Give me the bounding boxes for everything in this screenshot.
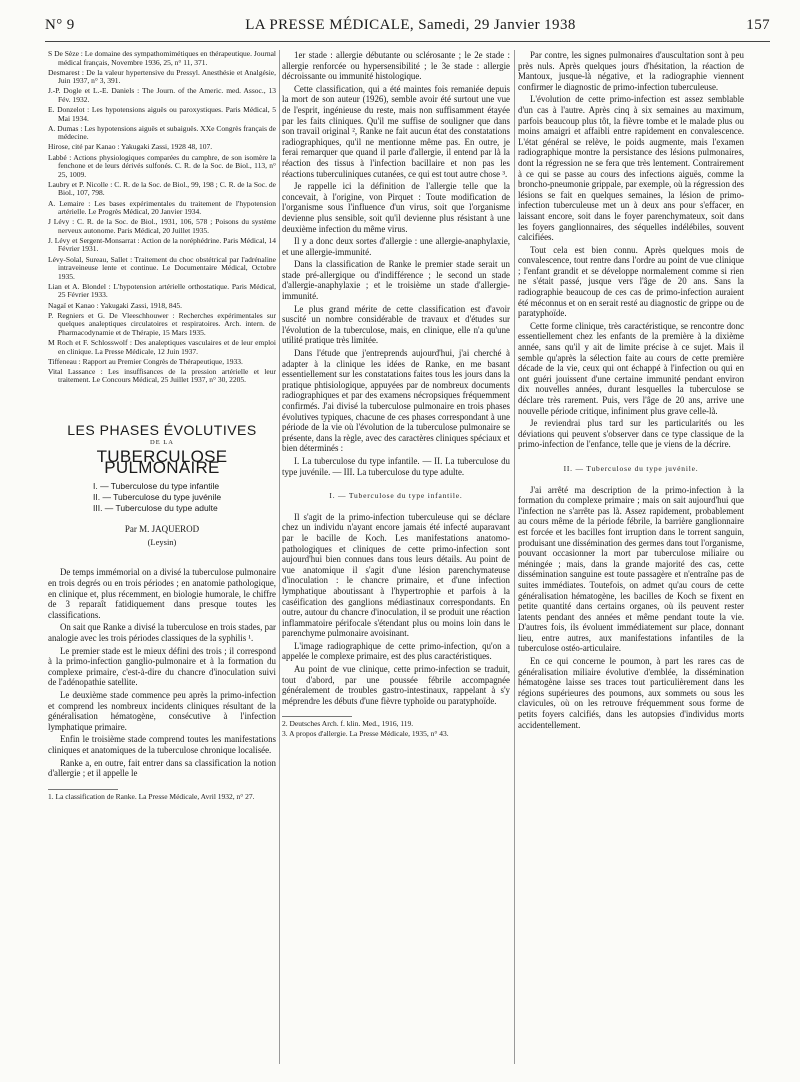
article-title-line1: LES PHASES ÉVOLUTIVES [67,421,257,438]
column-2-body [282,50,510,477]
footnotes [282,720,510,738]
column-1-body [48,567,276,778]
paragraph: Le deuxième stade commence peu après la primo-infection et comprend les nombreux incidents cliniques résultant de la généralisation hématogène, consécutive à l'infection lymphatique primaire. [48,689,276,732]
header-rule [45,41,770,42]
paragraph: I. La tuberculose du type infantile. — II. La tuberculose du type juvénile. — III. La tuberculose du type adulte. [282,455,510,477]
reference-entry: Tiffeneau : Rapport au Premier Congrès de Thérapeutique, 1933. [48,356,243,366]
paragraph: 1er stade : allergie débutante ou sclérosante ; le 2e stade : allergie renforcée ou hypersensibilité ; le 3e stade : allergie décroissante ou immunité histologique. [282,50,510,82]
page-number: 157 [746,17,770,33]
reference-entry: J.-P. Dogle et L.-E. Daniels : The Journ. of the Americ. med. Assoc., 13 Fév. 1932. [48,86,276,104]
reference-entry: A. Dumas : Les hypotensions aiguës et subaiguës. XXe Congrès français de médecine. [48,123,276,142]
footnote-rule [282,716,352,717]
footnote-rule [48,789,118,790]
paragraph: Ranke a, en outre, fait entrer dans sa classification la notion d'allergie ; et il appelle le [48,757,276,779]
reference-entry: Laubry et P. Nicolle : C. R. de la Soc. de Biol., 99, 198 ; C. R. de la Soc. de Biol., 107, 798. [48,179,276,198]
reference-entry: Lian et A. Blondel : L'hypotension artérielle orthostatique. Paris Médical, 25 Février 1933. [48,281,276,300]
section-heading: II. — Tuberculose du type juvénile. [563,463,699,473]
reference-entry: Nagaï et Kanao : Yakugaki Zassi, 1918, 845. [48,300,182,310]
journal-and-date [245,17,576,34]
reference-entry: S De Sèze : Le domaine des sympathomimétiques en thérapeutique. Journal médical français, Novembre 1936, 25, n° 11, 371. [48,49,276,67]
article-title-connector: DE LA [150,439,174,447]
paragraph: Cette forme clinique, très caractéristique, se rencontre donc essentiellement chez les enfants de la première à la dixième année, sans qu'il y ait de limite précise à ce sujet. Mais il semble qu'après la sélection faite au cours de cette première décade de la vie, ceux qui ont échappé à l'infection ou qui en ont guéri jouissent d'une certaine immunité pendant environ dix nouvelles années, durant lesquelles la tuberculose se déclare très rarement. Puis, vers l'âge de 20 ans, arrive une nouvelle période critique, infiniment plus grave celle-là. [518,320,744,416]
article-title-line2: TUBERCULOSE PULMONAIRE [96,447,228,477]
article-parts [93,481,276,514]
footnote: 2. Deutsches Arch. f. klin. Med., 1916, 119. [282,719,414,729]
reference-entry: P. Regniers et G. De Vleeschhouwer : Recherches expérimentales sur quelques analeptiques circulatoires et respiratoires. Arch. intern. de Pharmacodynamie et de Thérapie, 15 Mars 1935. [48,310,276,337]
byline: Par M. JAQUEROD [124,524,200,535]
paragraph: L'image radiographique de cette primo-infection, qu'on a appelée le complexe primaire, est des plus caractéristiques. [282,640,510,662]
paragraph: Tout cela est bien connu. Après quelques mois de convalescence, tout rentre dans l'ordre au point de vue clinique ; l'enfant grandit et se développe normalement comme si rien ne s'était passé, jusque vers l'âge de 20 ans. Sans la radiographie beaucoup de ces cas de primo-infection auraient été méconnus et on en serait resté au diagnostic de grippe ou de paratyphoïde. [518,244,744,319]
reference-entry: J Lévy : C. R. de la Soc. de Biol., 1931, 106, 578 ; Poisons du système nerveux autonome. Paris Médical, 20 Juillet 1935. [48,217,276,235]
reference-entry: Vital Lassance : Les insuffisances de la pression artérielle et leur traitement. Le Concours Médical, 25 Juillet 1937, n° 30, 2205. [48,366,276,385]
paragraph: J'ai arrêté ma description de la primo-infection à la formation du complexe primaire ; mais on sait aujourd'hui que l'infection ne s'arrête pas là. Assez rapidement, probablement au cours même de la période fébrile, la barrière ganglionnaire est forcée et les bacilles font irruption dans le torrent sanguin, produisant une dissémination des germes dans tout l'organisme, pouvant occasionner la mort par tuberculose miliaire ou méningée ; mais, dans la grande majorité des cas, cette dissémination sanguine est toute passagère et n'entraîne pas de suites immédiates. Toutefois, on admet qu'au cours de cette généralisation hématogène, les bacilles de Koch se fixent en petite quantité dans certains organes, où ils peuvent rester latents pendant des années et même pendant toute la vie. D'autres fois, ils évoluent immédiatement sur place, donnant lieu, entre autres, aux manifestations infantiles de la tuberculose ostéo-articulaire. [518,484,744,654]
paragraph: Au point de vue clinique, cette primo-infection se traduit, tout d'abord, par une poussée fébrile accompagnée généralement de troubles gastro-intestinaux, rappelant à s'y méprendre les débuts d'une fièvre typhoïde ou paratyphoïde. [282,664,510,706]
reference-entry: Hirose, cité par Kanao : Yakugaki Zassi, 1928 48, 107. [48,142,213,152]
column-divider [279,50,280,1064]
page-header [45,17,770,39]
bibliography [48,50,276,385]
paragraph: De temps immémorial on a divisé la tuberculose pulmonaire en trois degrés ou en trois périodes ; en anatomie pathologique, en clinique et, plus récemment, en biologie humorale, le chiffre de 3 reparaît fatidiquement dans presque toutes les classifications. [48,567,276,620]
paragraph: Le plus grand mérite de cette classification est d'avoir suscité un nombre considérable de travaux et d'études sur l'évolution de la tuberculose, mais, en clinique, elle n'a qu'une utilité pratique très limitée. [282,303,510,346]
paragraph: Il y a donc deux sortes d'allergie : une allergie-anaphylaxie, et une allergie-immunité. [282,236,510,257]
column-3-section-body [518,485,744,731]
article-heading [48,421,276,548]
article-part: II. — Tuberculose du type juvénile [93,492,222,503]
paragraph: Par contre, les signes pulmonaires d'auscultation sont à peu près nuls. Après quelques jours d'hésitation, la réaction de Mantoux, jusque-là négative, et la radiographie viennent confirmer le diagnostic de primo-infection tuberculeuse. [518,50,744,92]
section-heading: I. — Tuberculose du type infantile. [329,491,463,501]
paragraph: Dans la classification de Ranke le premier stade serait un stade pré-allergique ou d'indifférence ; le second un stade d'allergie-anaphylaxie ; et le troisième un stade d'allergie-immunité. [282,259,510,302]
issue-date: Samedi, 29 Janvier 1938 [418,17,576,33]
paragraph: Il s'agit de la primo-infection tuberculeuse qui se déclare chez un individu n'ayant encore jamais été infecté auparavant par le bacille de Koch. Les manifestations anatomo-pathologiques et cliniques de cette primo-infection sont aujourd'hui bien connues dans tous leurs détails. Au point de vue anatomique il s'agit d'une lésion parenchymateuse d'inoculation : le chancre primaire, et d'une infection lymphatique aboutissant à l'hypertrophie et parfois à la caséification des ganglions médiastinaux correspondants. En outre, autour du chancre d'inoculation, il se produit une réaction inflammatoire périfocale s'étendant plus ou moins loin dans le parenchyme pulmonaire avoisinant. [282,511,510,639]
reference-entry: E. Donzelot : Les hypotensions aiguës ou paroxystiques. Paris Médical, 5 Mai 1934. [48,105,276,123]
column-3 [518,50,744,732]
article-part: III. — Tuberculose du type adulte [93,503,218,514]
article-part: I. — Tuberculose du type infantile [93,481,220,492]
paragraph: On sait que Ranke a divisé la tuberculose en trois stades, par analogie avec les trois périodes classiques de la syphilis ¹. [48,622,276,643]
column-2-section-body [282,512,510,707]
paragraph: Cette classification, qui a été maintes fois remaniée depuis la mort de son auteur (1926), semble avoir été surtout une vue de l'esprit, ingénieuse du reste, mais non suffisamment étayée par les faits cliniques. Qu'il me suffise de souligner que dans son travail original ², Ranke ne fait aucun état des constatations radiographiques, qu'il ne mentionne même pas. En outre, je ferai remarquer que quand il parle d'allergie, il entend par là la réaction des tissus à l'infection bacillaire et non pas les réactions tuberculiniques cutanées, ce qui est tout autre chose ³. [282,83,510,179]
reference-entry: M Roch et F. Schlosswolf : Des analeptiques vasculaires et de leur emploi en clinique. La Presse Médicale, 12 Juin 1937. [48,337,276,356]
reference-entry: Lévy-Solal, Sureau, Sallet : Traitement du choc obstétrical par l'adrénaline intraveineuse lente et continue. Le Documentaire Médical, Octobre 1935. [48,254,276,281]
column-2 [282,50,510,740]
paragraph: En ce qui concerne le poumon, à part les rares cas de généralisation miliaire évolutive d'emblée, la dissémination hématogène laisse ses traces tout particulièrement dans les régions supérieures des poumons, aux sommets ou sous les clavicules, où on les retrouve fréquemment sous forme de petits foyers calcifiés, dans les autopsies d'individus morts accidentellement. [518,656,744,730]
reference-entry: Labbé : Actions physiologiques comparées du camphre, de son isomère la fenchone et de leurs dérivés sulfonés. C. R. de la Soc. de Biol., 113, n° 25, 1009. [48,152,276,179]
reference-entry: J. Lévy et Sergent-Monsarrat : Action de la noréphédrine. Paris Médical, 14 Février 1931. [48,235,276,254]
paragraph: Enfin le troisième stade comprend toutes les manifestations cliniques et anatomiques de la tuberculose chronique localisée. [48,734,276,755]
column-divider [514,50,515,1064]
footnote: 3. A propos d'allergie. La Presse Médicale, 1935, n° 43. [282,729,449,739]
footnote: 1. La classification de Ranke. La Presse Médicale, Avril 1932, n° 27. [48,791,255,801]
paragraph: Le premier stade est le mieux défini des trois ; il correspond à la primo-infection ganglio-pulmonaire et à la formation du complexe primaire, c'est-à-dire du chancre d'inoculation suivi de l'adénopathie satellite. [48,645,276,688]
issue-number: N° 9 [45,17,75,33]
paragraph: L'évolution de cette primo-infection est assez semblable d'un cas à l'autre. Après cinq à six semaines au maximum, parfois beaucoup plus tôt, la fièvre tombe et le malade plus ou moins amaigri et affaibli entre rapidement en convalescence. L'état général se relève, le poids augmente, mais l'examen radiographique montre la persistance des lésions pulmonaires, dont la régression ne se fera que très lentement. Contrairement à ce qui se passe au cours des infections aiguës, comme la broncho-pneumonie grippale, par exemple, où la régression des lésions se fait en quelques semaines, la lésion de primo-infection tuberculeuse met un à deux ans pour s'effacer, en laissant encore, soit dans le foyer parenchymateux, soit dans les foyers ganglionnaires, des séquelles indélébiles, souvent calcifiées. [518,94,744,243]
paragraph: Dans l'étude que j'entreprends aujourd'hui, j'ai cherché à adapter à la clinique les idées de Ranke, en me basant essentiellement sur les constatations faites tous les jours dans la pratique phtisiologique, appuyées par de nombreux documents radiographiques et par des examens nécropsiques fréquemment confirmés. J'ai divisé la tuberculose pulmonaire en trois phases évolutives typiques, chacune de ces phases correspondant à une période de la vie où l'évolution de la tuberculose pulmonaire se présente, dans la règle, avec des caractères cliniques spéciaux et bien déterminés : [282,348,510,454]
reference-entry: A. Lemaire : Les bases expérimentales du traitement de l'hypotension artérielle. Le Progrès Médical, 20 Janvier 1934. [48,198,276,217]
journal-title: LA PRESSE MÉDICALE, [245,17,415,33]
column-3-body [518,50,744,450]
reference-entry: Desmarest : De la valeur hypertensive du Pressyl. Anesthésie et Analgésie, Juin 1937, n° 3, 391. [48,67,276,86]
column-1 [48,50,276,802]
author-location: (Leysin) [147,536,177,547]
paragraph: Je reviendrai plus tard sur les particularités ou les déviations qui peuvent s'observer dans ce type classique de la primo-infection de l'enfance, telle que je viens de la décrire. [518,418,744,450]
paragraph: Je rappelle ici la définition de l'allergie telle que la concevait, à l'origine, von Pirquet : Toute modification de l'organisme sous l'influence d'un virus, soit que l'organisme devienne plus sensible, soit qu'il devienne plus résistant à une deuxième infection du même virus. [282,181,510,234]
